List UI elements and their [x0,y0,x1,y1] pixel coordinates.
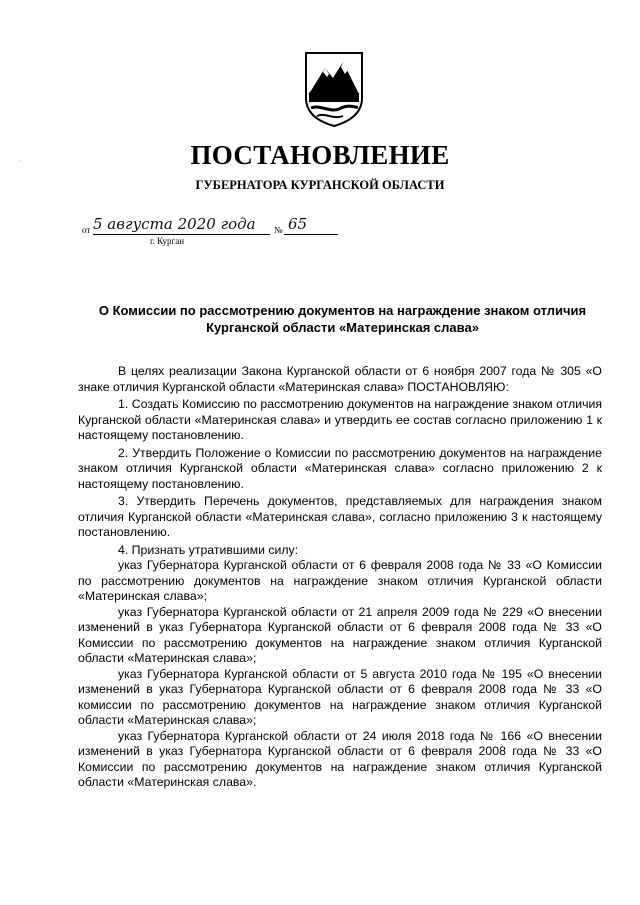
date-underline [93,234,270,235]
paragraph-repealed-2: указ Губернатора Курганской области от 21 апреля 2009 года № 229 «О внесении изменений в указ Губернатора Курганской области от 6 февраля 2008 года № 33 «О Комиссии по рассмотрению документов на награждение знаком отличия Курганской области «Материнская слава»; [78,604,602,665]
paragraph-item-4: 4. Признать утратившими силу: [118,542,299,557]
paragraph-preamble: В целях реализации Закона Курганской области от 6 ноября 2007 года № 305 «О знаке отличия Курганской области «Материнская слава» ПОСТАНОВЛЯЮ: [78,364,602,394]
paragraph-item-2: 2. Утвердить Положение о Комиссии по рассмотрению документов на награждение знаком отличия Курганской области «Материнская слава» согласно приложению 2 к настоящему постановлению. [78,445,602,491]
paragraph-item-3: 3. Утвердить Перечень документов, представляемых для награждения знаком отличия Курганской области «Материнская слава», согласно приложению 3 к настоящему постановлению. [78,494,602,539]
document-heading: О Комиссии по рассмотрению документов на награждение знаком отличия Курганской области «Материнская слава» [98,303,587,335]
paragraph-repealed-1: указ Губернатора Курганской области от 6 февраля 2008 года № 33 «О Комиссии по рассмотрению документов на награждение знаком отличия Курганской области «Материнская слава»; [78,558,602,603]
number-underline [284,234,338,235]
city-label: г. Курган [150,236,185,246]
paragraph-repealed-3: указ Губернатора Курганской области от 5 августа 2010 года № 195 «О внесении изменений в указ Губернатора Курганской области от 6 февраля 2008 года № 33 «О комиссии по рассмотрению документов на награждение знаком отличия Курганской области «Материнская слава»; [78,666,602,727]
document-title: ПОСТАНОВЛЕНИЕ [190,140,450,170]
paragraph-item-1: 1. Создать Комиссию по рассмотрению документов на награждение знаком отличия Курганской области «Материнская слава» и утвердить ее состав согласно приложению 1 к настоящему постановлению. [78,397,602,442]
handwritten-number: 65 [288,215,308,233]
number-label: № [274,225,283,235]
handwritten-date: 5 августа 2020 года [93,215,256,233]
document-subtitle: ГУБЕРНАТОРА КУРГАНСКОЙ ОБЛАСТИ [195,178,445,192]
document-body [78,364,602,791]
date-from-label: от [82,225,91,235]
coat-of-arms-icon [303,50,365,128]
paragraph-repealed-4: указ Губернатора Курганской области от 24 июля 2018 года № 166 «О внесении изменений в указ Губернатора Курганской области от 6 февраля 2008 года № 33 «О Комиссии по рассмотрению документов на награждение знаком отличия Курганской области «Материнская слава». [78,728,602,789]
